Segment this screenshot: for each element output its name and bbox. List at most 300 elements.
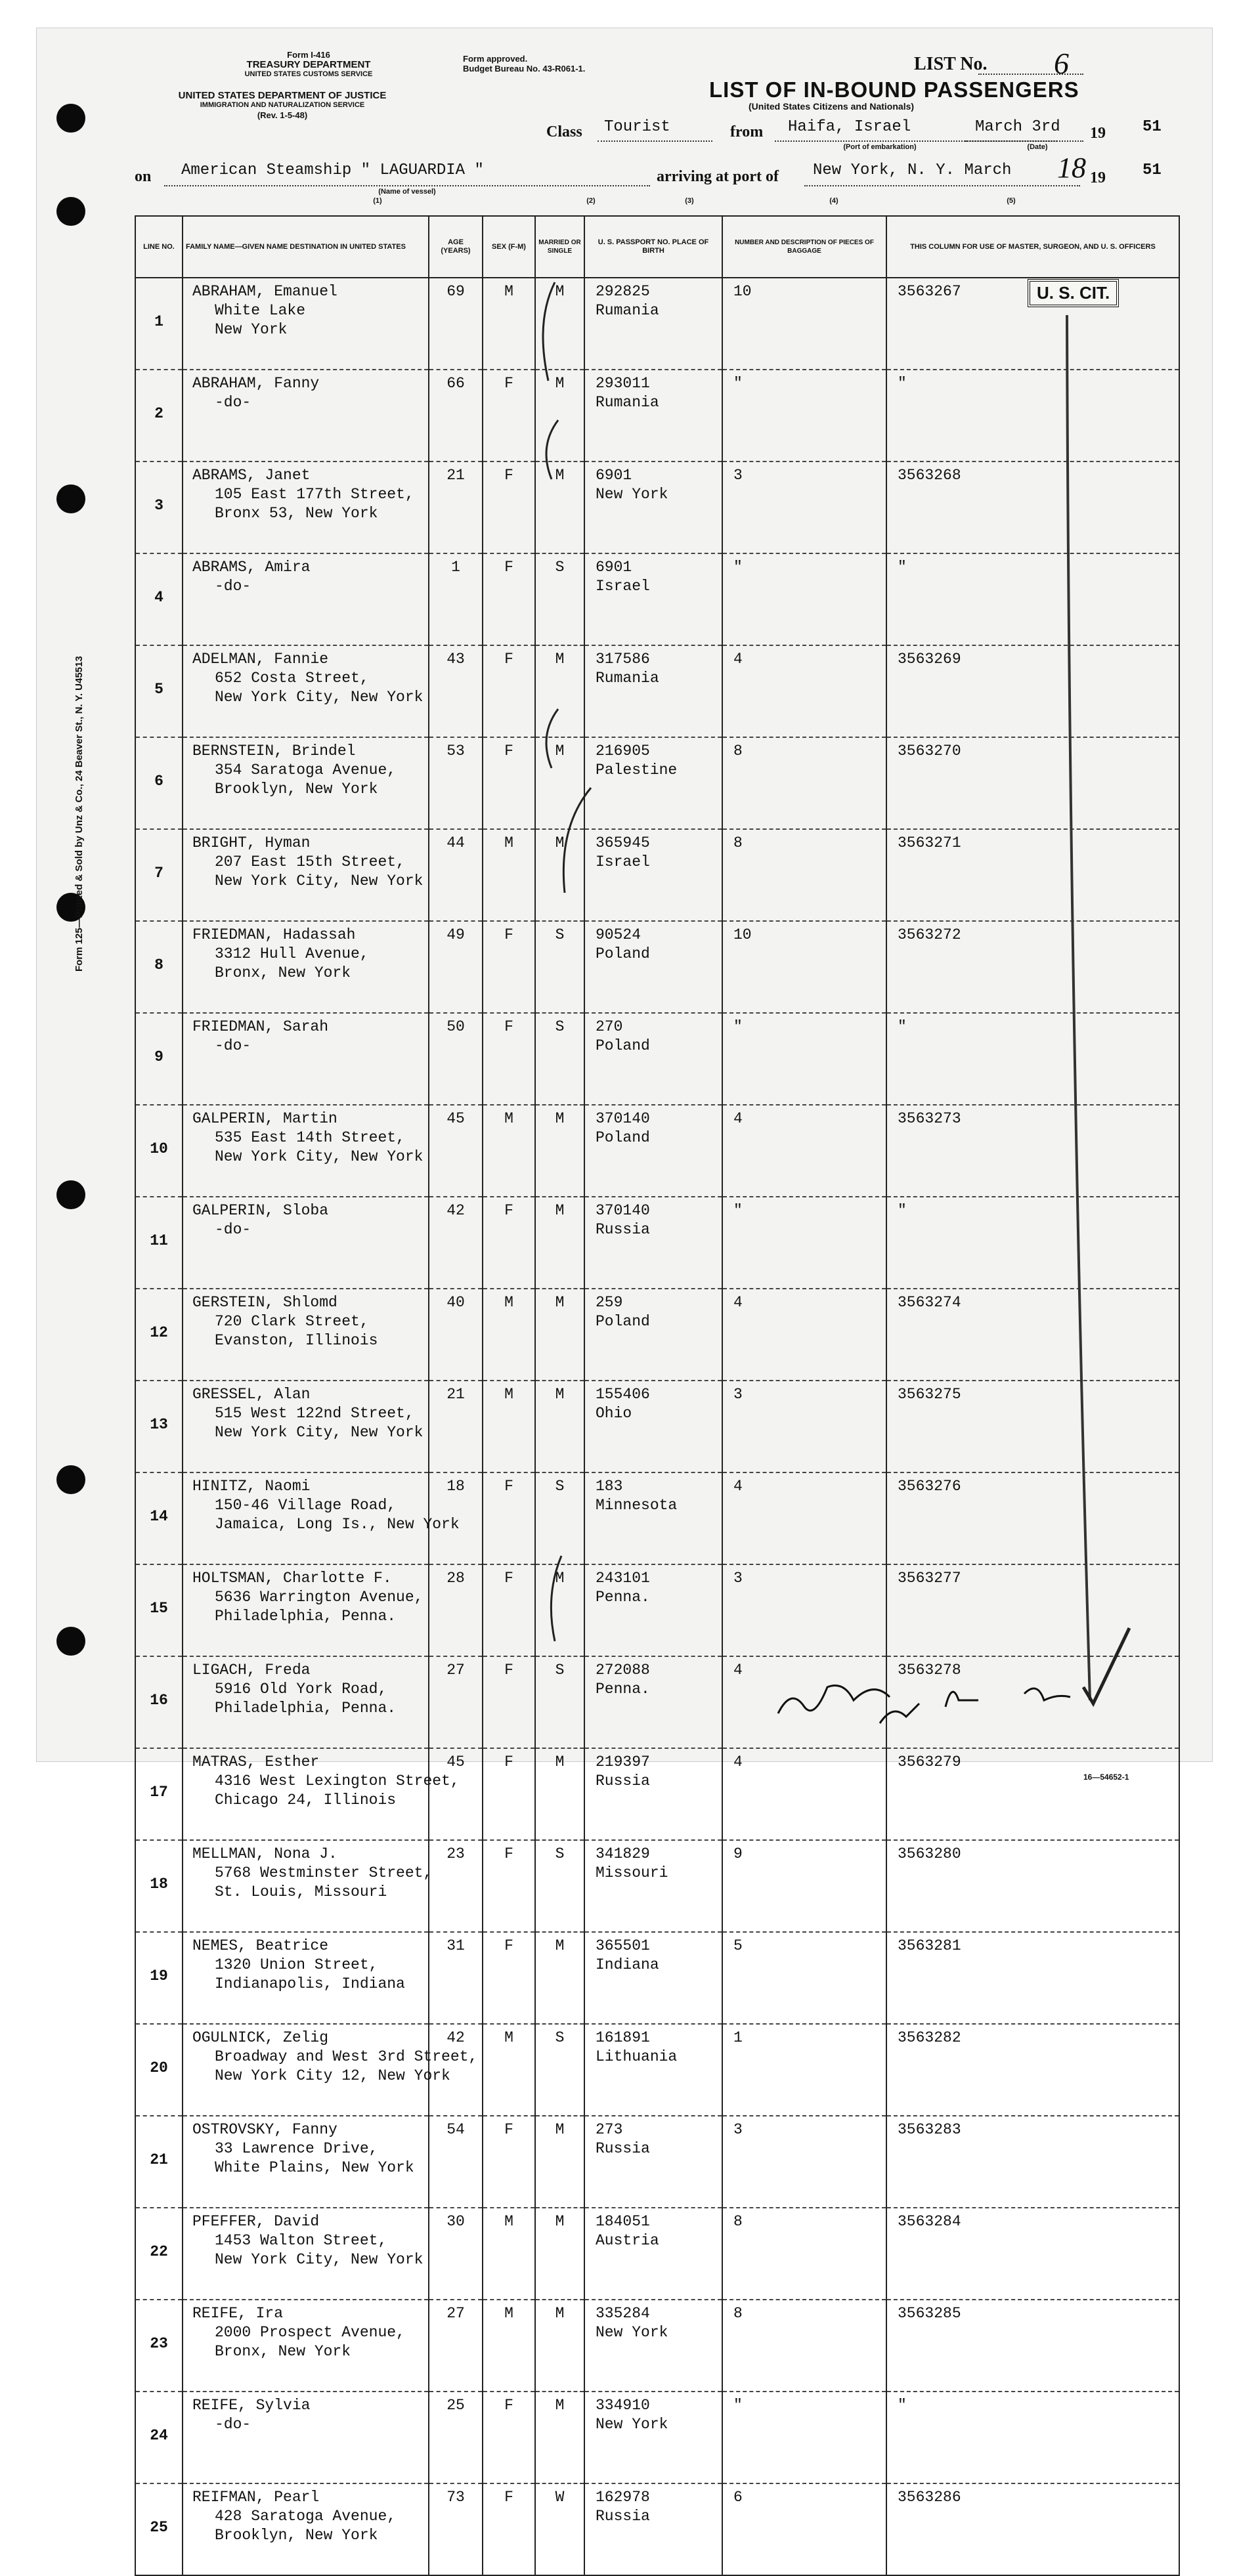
from-date: March 3rd	[975, 118, 1060, 136]
baggage-count: 10	[733, 926, 752, 943]
address-line-1: 535 East 14th Street,	[215, 1129, 405, 1146]
place-of-birth: Israel	[596, 853, 650, 870]
baggage-count: 4	[733, 1753, 743, 1771]
passenger-sex: M	[504, 1386, 513, 1403]
baggage-cell	[722, 1840, 886, 1932]
line-number: 21	[150, 2151, 168, 2168]
address-line-1: -do-	[215, 1037, 251, 1054]
married-cell	[535, 2392, 584, 2483]
place-of-birth: Penna.	[596, 1681, 650, 1698]
inspector-signature	[778, 1686, 1070, 1724]
baggage-count: 8	[733, 2305, 743, 2322]
passport-number: 90524	[596, 926, 641, 943]
address-line-2: St. Louis, Missouri	[215, 1883, 387, 1900]
baggage-count: 4	[733, 651, 743, 668]
passenger-age: 42	[446, 1202, 465, 1219]
line-number: 11	[150, 1232, 168, 1249]
line-number: 20	[150, 2059, 168, 2076]
line-number: 25	[150, 2519, 168, 2536]
marital-status: M	[555, 2305, 565, 2322]
place-of-birth: Russia	[596, 2140, 650, 2157]
passenger-name: MELLMAN, Nona J.	[192, 1845, 337, 1862]
address-line-1: -do-	[215, 2416, 251, 2433]
sex-cell	[483, 2208, 535, 2300]
from-label: from	[730, 123, 764, 140]
address-line-2: Philadelphia, Penna.	[215, 1608, 397, 1625]
officer-number: 3563277	[898, 1570, 961, 1587]
place-of-birth: Poland	[596, 1037, 650, 1054]
address-line-2: Bronx, New York	[215, 2343, 351, 2360]
address-line-2: New York City, New York	[215, 689, 424, 706]
married-cell	[535, 1932, 584, 2024]
col-num-1: (1)	[373, 197, 382, 205]
line-number: 7	[154, 865, 163, 882]
us-citizen-stamp: U. S. CIT.	[1028, 279, 1119, 307]
passenger-age: 50	[446, 1018, 465, 1035]
budget-bureau: Budget Bureau No. 43-R061-1.	[463, 64, 586, 74]
baggage-count: 3	[733, 467, 743, 484]
header-name: FAMILY NAME—GIVEN NAME DESTINATION IN UNITED STATES	[183, 216, 429, 278]
marital-status: S	[555, 1662, 565, 1679]
table-row	[135, 2392, 1179, 2483]
place-of-birth: Indiana	[596, 1956, 659, 1973]
passenger-name: NEMES, Beatrice	[192, 1937, 329, 1954]
passport-number: 219397	[596, 1753, 650, 1771]
marital-status: M	[555, 834, 565, 851]
address-line-1: 1453 Walton Street,	[215, 2232, 387, 2249]
passenger-sex: F	[504, 1753, 513, 1771]
address-line-1: Broadway and West 3rd Street,	[215, 2048, 478, 2065]
passenger-name: REIFE, Sylvia	[192, 2397, 311, 2414]
passenger-sex: F	[504, 1478, 513, 1495]
line-number: 15	[150, 1600, 168, 1617]
passport-number: 370140	[596, 1110, 650, 1127]
line-number: 16	[150, 1692, 168, 1709]
place-of-birth: Poland	[596, 1313, 650, 1330]
officer-cell	[886, 2483, 1179, 2575]
marital-status: M	[555, 1294, 565, 1311]
line-number-cell	[135, 2392, 183, 2483]
sex-cell	[483, 2392, 535, 2483]
line-number: 6	[154, 773, 163, 790]
address-line-1: 5768 Westminster Street,	[215, 1864, 433, 1881]
officer-number: 3563276	[898, 1478, 961, 1495]
address-line-2: Bronx, New York	[215, 964, 351, 981]
line-number: 23	[150, 2335, 168, 2352]
line-number: 10	[150, 1140, 168, 1157]
passenger-sex: F	[504, 1570, 513, 1587]
age-cell	[429, 2116, 483, 2208]
passenger-sex: F	[504, 1662, 513, 1679]
officer-cell	[886, 1932, 1179, 2024]
passport-number: 243101	[596, 1570, 650, 1587]
age-cell	[429, 1932, 483, 2024]
line-number: 13	[150, 1416, 168, 1433]
passport-number: 370140	[596, 1202, 650, 1219]
passenger-age: 45	[446, 1753, 465, 1771]
officer-number: "	[898, 1202, 907, 1219]
address-line-1: 2000 Prospect Avenue,	[215, 2324, 405, 2341]
address-line-2: Evanston, Illinois	[215, 1332, 378, 1349]
married-cell	[535, 2300, 584, 2392]
officer-number: 3563268	[898, 467, 961, 484]
form-approved: Form approved.	[463, 54, 528, 64]
passport-number: 6901	[596, 559, 632, 576]
address-line-2: Chicago 24, Illinois	[215, 1792, 397, 1809]
passport-number: 184051	[596, 2213, 650, 2230]
passenger-sex: F	[504, 742, 513, 760]
passenger-age: 1	[451, 559, 460, 576]
officer-number: 3563283	[898, 2121, 961, 2138]
address-line-1: 105 East 177th Street,	[215, 486, 414, 503]
baggage-count: 4	[733, 1110, 743, 1127]
revision: (Rev. 1-5-48)	[257, 110, 308, 120]
baggage-count: 3	[733, 2121, 743, 2138]
passenger-name: PFEFFER, David	[192, 2213, 320, 2230]
place-of-birth: Rumania	[596, 394, 659, 411]
table-row	[135, 2483, 1179, 2575]
officer-cell	[886, 1840, 1179, 1932]
married-cell	[535, 2208, 584, 2300]
address-line-1: -do-	[215, 1221, 251, 1238]
line-number: 8	[154, 956, 163, 974]
page-title: LIST OF IN-BOUND PASSENGERS	[709, 77, 1079, 102]
married-cell	[535, 2024, 584, 2116]
customs-service: UNITED STATES CUSTOMS SERVICE	[244, 70, 373, 78]
passport-cell	[584, 2300, 722, 2392]
address-line-1: 5916 Old York Road,	[215, 1681, 387, 1698]
baggage-count: 4	[733, 1294, 743, 1311]
address-line-1: -do-	[215, 394, 251, 411]
passenger-name: GERSTEIN, Shlomd	[192, 1294, 337, 1311]
place-of-birth: Rumania	[596, 670, 659, 687]
baggage-cell	[722, 2300, 886, 2392]
line-number: 3	[154, 497, 163, 514]
passenger-age: 21	[446, 1386, 465, 1403]
header-passport: U. S. PASSPORT NO. PLACE OF BIRTH	[584, 216, 722, 278]
place-of-birth: Poland	[596, 945, 650, 962]
passenger-name: ADELMAN, Fannie	[192, 651, 329, 668]
passport-cell	[584, 2208, 722, 2300]
marital-status: M	[555, 375, 565, 392]
passenger-age: 42	[446, 2029, 465, 2046]
table-row	[135, 1840, 1179, 1932]
passenger-name: REIFE, Ira	[192, 2305, 284, 2322]
name-cell	[183, 2208, 429, 2300]
marital-status: M	[555, 1386, 565, 1403]
passport-cell	[584, 2024, 722, 2116]
address-line-2: New York City, New York	[215, 2251, 424, 2268]
marital-status: M	[555, 651, 565, 668]
sex-cell	[483, 2483, 535, 2575]
header-baggage: NUMBER AND DESCRIPTION OF PIECES OF BAGGAGE	[722, 216, 886, 278]
officer-number: 3563285	[898, 2305, 961, 2322]
address-line-2: New York	[215, 321, 288, 338]
passenger-age: 43	[446, 651, 465, 668]
place-of-birth: New York	[596, 2416, 668, 2433]
col-num-2: (2)	[586, 197, 596, 205]
header-age: AGE (YEARS)	[429, 216, 483, 278]
baggage-count: 8	[733, 834, 743, 851]
address-line-1: 3312 Hull Avenue,	[215, 945, 369, 962]
officer-cell	[886, 2300, 1179, 2392]
passenger-sex: M	[504, 2029, 513, 2046]
line-number-cell	[135, 2300, 183, 2392]
officer-number: "	[898, 2397, 907, 2414]
address-line-1: 207 East 15th Street,	[215, 853, 405, 870]
baggage-count: "	[733, 1018, 743, 1035]
passport-cell	[584, 2483, 722, 2575]
line-number: 2	[154, 405, 163, 422]
passenger-sex: M	[504, 2305, 513, 2322]
marital-status: M	[555, 467, 565, 484]
passenger-name: LIGACH, Freda	[192, 1662, 311, 1679]
place-of-birth: Ohio	[596, 1405, 632, 1422]
form-number: Form I-416	[287, 50, 330, 60]
passenger-name: HOLTSMAN, Charlotte F.	[192, 1570, 392, 1587]
passenger-sex: F	[504, 375, 513, 392]
marital-status: S	[555, 559, 565, 576]
form-footer-code: 16—54652-1	[1083, 1772, 1129, 1782]
name-cell	[183, 2116, 429, 2208]
passenger-age: 73	[446, 2489, 465, 2506]
passenger-name: ABRAHAM, Fanny	[192, 375, 320, 392]
passport-number: 270	[596, 1018, 623, 1035]
sex-cell	[483, 2024, 535, 2116]
passenger-age: 53	[446, 742, 465, 760]
name-cell	[183, 1840, 433, 1932]
line-number-cell	[135, 2483, 183, 2575]
header-line-no: LINE NO.	[135, 216, 183, 278]
marital-status: S	[555, 1845, 565, 1862]
age-cell	[429, 2300, 483, 2392]
marital-status: M	[555, 2121, 565, 2138]
sex-column-bracket	[551, 1556, 561, 1641]
place-of-birth: Palestine	[596, 762, 678, 779]
passport-number: 365501	[596, 1937, 650, 1954]
address-line-2: New York City, New York	[215, 1148, 424, 1165]
officer-cell	[886, 2116, 1179, 2208]
baggage-cell	[722, 2024, 886, 2116]
baggage-count: "	[733, 2397, 743, 2414]
ins-service: IMMIGRATION AND NATURALIZATION SERVICE	[200, 101, 365, 109]
passport-number: 259	[596, 1294, 623, 1311]
officer-cell	[886, 2392, 1179, 2483]
baggage-count: 4	[733, 1662, 743, 1679]
passenger-age: 27	[446, 2305, 465, 2322]
address-line-2: New York City 12, New York	[215, 2067, 450, 2084]
header-officers: THIS COLUMN FOR USE OF MASTER, SURGEON, AND U. S. OFFICERS	[886, 216, 1179, 278]
passport-number: 341829	[596, 1845, 650, 1862]
line-number: 14	[150, 1508, 168, 1525]
address-line-1: 1320 Union Street,	[215, 1956, 378, 1973]
printer-imprint: Form 125—Printed & Sold by Unz & Co., 24 Beaver St., N. Y. U45513	[74, 656, 85, 972]
passport-number: 272088	[596, 1662, 650, 1679]
line-number: 4	[154, 589, 163, 606]
baggage-count: 3	[733, 1570, 743, 1587]
passenger-name: HINITZ, Naomi	[192, 1478, 311, 1495]
place-of-birth: New York	[596, 2324, 668, 2341]
from-year: 51	[1142, 118, 1162, 136]
passport-number: 161891	[596, 2029, 650, 2046]
baggage-count: 10	[733, 283, 752, 300]
passenger-sex: F	[504, 1937, 513, 1954]
list-number-label: LIST No.	[914, 54, 988, 74]
officer-number: 3563267	[898, 283, 961, 300]
passport-cell	[584, 2392, 722, 2483]
passenger-age: 31	[446, 1937, 465, 1954]
header-sex: SEX (F-M)	[483, 216, 535, 278]
line-number: 5	[154, 681, 163, 698]
marital-status: M	[555, 1202, 565, 1219]
place-of-birth: Poland	[596, 1129, 650, 1146]
officer-number: 3563284	[898, 2213, 961, 2230]
married-cell	[535, 2116, 584, 2208]
age-cell	[429, 2208, 483, 2300]
passenger-name: BRIGHT, Hyman	[192, 834, 311, 851]
baggage-count: "	[733, 1202, 743, 1219]
passport-number: 292825	[596, 283, 650, 300]
passenger-age: 28	[446, 1570, 465, 1587]
marital-status: M	[555, 2213, 565, 2230]
officer-number: 3563274	[898, 1294, 961, 1311]
address-line-2: Bronx 53, New York	[215, 505, 378, 522]
place-of-birth: Russia	[596, 2508, 650, 2525]
place-of-birth: Minnesota	[596, 1497, 678, 1514]
arriving-label: arriving at port of	[657, 168, 779, 185]
arrival-day: 18	[1057, 152, 1086, 184]
date-caption: (Date)	[1027, 143, 1048, 151]
passenger-sex: M	[504, 283, 513, 300]
class-value: Tourist	[604, 118, 670, 136]
baggage-count: 4	[733, 1478, 743, 1495]
passport-number: 293011	[596, 375, 650, 392]
baggage-cell	[722, 2208, 886, 2300]
baggage-count: 9	[733, 1845, 743, 1862]
table-row	[135, 2116, 1179, 2208]
arrival-year-prefix: 19	[1090, 169, 1106, 186]
address-line-2: Jamaica, Long Is., New York	[215, 1516, 460, 1533]
baggage-cell	[722, 2483, 886, 2575]
place-of-birth: Austria	[596, 2232, 659, 2249]
marital-status: M	[555, 1753, 565, 1771]
sex-cell	[483, 2300, 535, 2392]
baggage-cell	[722, 2116, 886, 2208]
passenger-age: 18	[446, 1478, 465, 1495]
table-row	[135, 1932, 1179, 2024]
address-line-2: White Plains, New York	[215, 2159, 414, 2176]
col-num-5: (5)	[1007, 197, 1016, 205]
address-line-1: 4316 West Lexington Street,	[215, 1772, 460, 1790]
passport-cell	[584, 1840, 722, 1932]
passenger-name: FRIEDMAN, Hadassah	[192, 926, 356, 943]
line-number-cell	[135, 2024, 183, 2116]
from-year-prefix: 19	[1090, 125, 1106, 142]
address-line-1: 150-46 Village Road,	[215, 1497, 397, 1514]
passenger-age: 30	[446, 2213, 465, 2230]
address-line-2: Brooklyn, New York	[215, 2527, 378, 2544]
passenger-name: GRESSEL, Alan	[192, 1386, 311, 1403]
married-cell	[535, 2483, 584, 2575]
officer-cell	[886, 2024, 1179, 2116]
passenger-age: 23	[446, 1845, 465, 1862]
name-cell	[183, 1932, 429, 2024]
passenger-name: GALPERIN, Martin	[192, 1110, 337, 1127]
address-line-1: 354 Saratoga Avenue,	[215, 762, 397, 779]
line-number: 1	[154, 313, 163, 330]
passenger-age: 54	[446, 2121, 465, 2138]
place-of-birth: New York	[596, 486, 668, 503]
passport-cell	[584, 2116, 722, 2208]
place-of-birth: Israel	[596, 578, 650, 595]
passenger-age: 49	[446, 926, 465, 943]
marital-status: M	[555, 1110, 565, 1127]
line-number: 9	[154, 1048, 163, 1065]
passport-number: 317586	[596, 651, 650, 668]
class-label: Class	[546, 123, 582, 140]
place-of-birth: Missouri	[596, 1864, 668, 1881]
passenger-age: 69	[446, 283, 465, 300]
line-number: 19	[150, 1967, 168, 1985]
address-line-1: 652 Costa Street,	[215, 670, 369, 687]
passport-number: 335284	[596, 2305, 650, 2322]
place-of-birth: Russia	[596, 1772, 650, 1790]
marital-status: M	[555, 2397, 565, 2414]
officer-number: 3563279	[898, 1753, 961, 1771]
baggage-count: 8	[733, 742, 743, 760]
port-embarkation-caption: (Port of embarkation)	[843, 143, 917, 151]
passenger-name: ABRAMS, Janet	[192, 467, 311, 484]
officer-number: 3563269	[898, 651, 961, 668]
line-number-cell	[135, 2208, 183, 2300]
address-line-1: 515 West 122nd Street,	[215, 1405, 414, 1422]
age-cell	[429, 2483, 483, 2575]
passenger-sex: F	[504, 926, 513, 943]
line-number-cell	[135, 1840, 183, 1932]
passport-number: 162978	[596, 2489, 650, 2506]
passenger-name: OGULNICK, Zelig	[192, 2029, 329, 2046]
officer-number: 3563275	[898, 1386, 961, 1403]
passport-cell	[584, 1932, 722, 2024]
address-line-1: White Lake	[215, 302, 306, 319]
passenger-age: 27	[446, 1662, 465, 1679]
officer-number: 3563286	[898, 2489, 961, 2506]
place-of-birth: Russia	[596, 1221, 650, 1238]
table-row	[135, 2300, 1179, 2392]
marital-status: S	[555, 926, 565, 943]
baggage-cell	[722, 1932, 886, 2024]
passenger-name: MATRAS, Esther	[192, 1753, 320, 1771]
passenger-sex: F	[504, 2489, 513, 2506]
officer-number: 3563273	[898, 1110, 961, 1127]
officer-number: "	[898, 559, 907, 576]
baggage-count: 1	[733, 2029, 743, 2046]
officer-cell	[886, 2208, 1179, 2300]
passenger-name: REIFMAN, Pearl	[192, 2489, 320, 2506]
on-label: on	[135, 168, 152, 185]
passenger-name: ABRAMS, Amira	[192, 559, 311, 576]
passenger-sex: F	[504, 1018, 513, 1035]
officer-number: 3563278	[898, 1662, 961, 1679]
officer-number: "	[898, 1018, 907, 1035]
address-line-2: Indianapolis, Indiana	[215, 1975, 405, 1992]
passenger-sex: M	[504, 834, 513, 851]
place-of-birth: Rumania	[596, 302, 659, 319]
passenger-sex: F	[504, 651, 513, 668]
name-cell	[183, 2483, 429, 2575]
line-number-cell	[135, 2116, 183, 2208]
passenger-sex: F	[504, 559, 513, 576]
